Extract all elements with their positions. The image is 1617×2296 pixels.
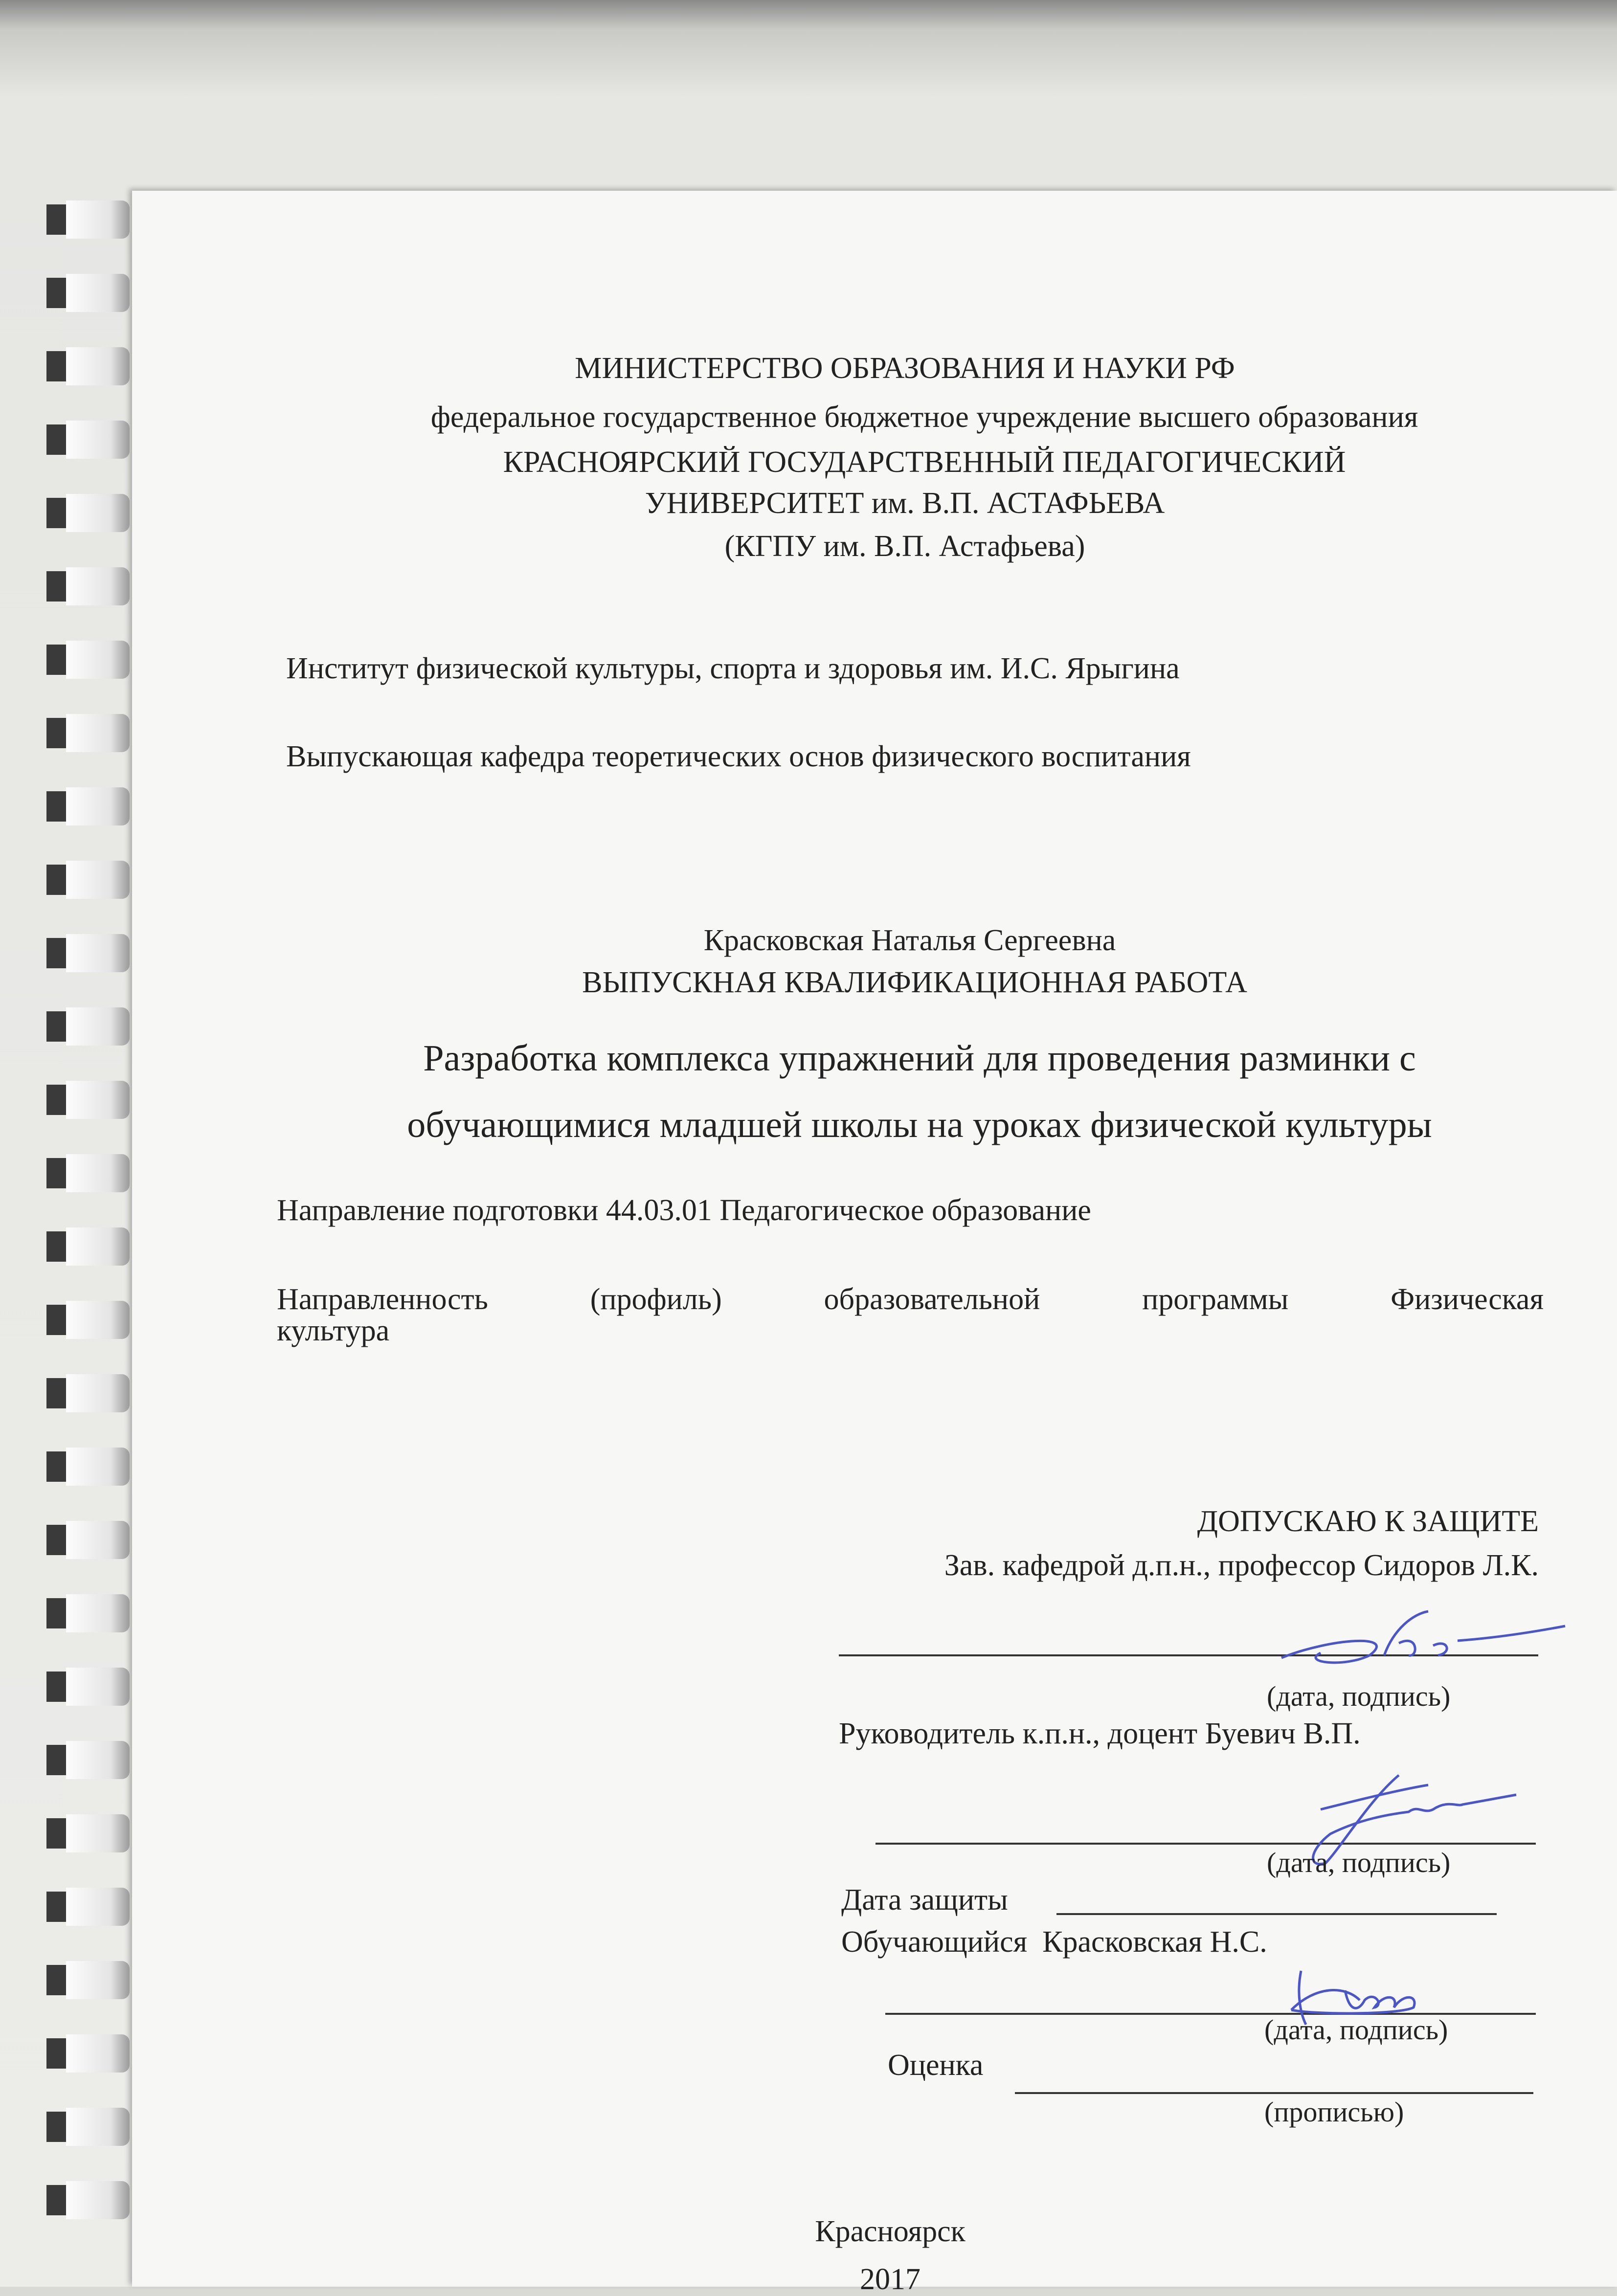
profile-word: (профиль) [590,1283,722,1316]
thesis-title-line2: обучающимися младшей школы на уроках физической культуры [407,1104,1432,1145]
binding-ring [46,274,130,312]
binding-ring [46,201,130,239]
binding-ring [46,2181,130,2219]
binding-ring [46,934,130,972]
profile-continuation: культура [277,1314,390,1347]
author-name: Красковская Наталья Сергеевна [703,924,1116,957]
city: Красноярск [815,2215,966,2248]
grade-caption: (прописью) [1264,2096,1404,2128]
profile-line [277,1284,1544,1315]
university-name-line2: УНИВЕРСИТЕТ им. В.П. АСТАФЬЕВА [645,487,1165,520]
ministry-heading: МИНИСТЕРСТВО ОБРАЗОВАНИЯ И НАУКИ РФ [575,352,1235,385]
profile-word: программы [1142,1283,1289,1316]
binding-ring [46,1448,130,1486]
date-signature-caption: (дата, подпись) [1267,1847,1451,1878]
profile-word: Физическая [1391,1283,1544,1316]
binding-ring [46,2108,130,2146]
binding-ring [46,1007,130,1046]
binding-ring [46,1521,130,1559]
binding-ring [46,1741,130,1779]
signature-head [1272,1609,1565,1677]
year: 2017 [860,2263,921,2296]
binding-ring [46,1888,130,1926]
grade-line [1015,2092,1533,2094]
binding-ring [46,1154,130,1192]
approval-heading: ДОПУСКАЮ К ЗАЩИТЕ [1197,1505,1539,1538]
binding-ring [46,1668,130,1706]
binding-ring [46,1374,130,1412]
university-name-line1: КРАСНОЯРСКИЙ ГОСУДАРСТВЕННЫЙ ПЕДАГОГИЧЕСКИЙ [503,446,1346,479]
binding-ring [46,1301,130,1339]
binding-ring [46,347,130,385]
university-short-name: (КГПУ им. В.П. Астафьева) [724,530,1085,563]
binding-ring [46,1081,130,1119]
binding-ring [46,2034,130,2073]
head-of-department: Зав. кафедрой д.п.н., профессор Сидоров Л.К. [944,1549,1539,1582]
binding-ring [46,1814,130,1852]
study-direction: Направление подготовки 44.03.01 Педагогическое образование [277,1194,1091,1227]
binding-ring [46,1227,130,1266]
student: Обучающийся Красковская Н.С. [841,1925,1267,1959]
binding-ring [46,714,130,752]
defense-date-line [1056,1913,1497,1915]
binding-ring [46,494,130,532]
profile-word: Направленность [277,1283,488,1316]
supervisor: Руководитель к.п.н., доцент Буевич В.П. [839,1717,1361,1750]
institute-name: Институт физической культуры, спорта и здоровья им. И.С. Ярыгина [286,652,1180,685]
profile-word: образовательной [824,1283,1040,1316]
defense-date-label: Дата защиты [841,1883,1008,1917]
date-signature-caption: (дата, подпись) [1264,2014,1448,2046]
binding-ring [46,567,130,605]
institution-type: федеральное государственное бюджетное учреждение высшего образования [430,401,1418,434]
binding-ring [46,421,130,459]
work-type: ВЫПУСКНАЯ КВАЛИФИКАЦИОННАЯ РАБОТА [582,966,1247,999]
thesis-title-line1: Разработка комплекса упражнений для проведения разминки с [423,1038,1416,1079]
grade-label: Оценка [888,2049,984,2082]
department-name: Выпускающая кафедра теоретических основ физического воспитания [286,740,1191,773]
binding-ring [46,787,130,825]
binding-ring [46,861,130,899]
date-signature-caption: (дата, подпись) [1267,1680,1451,1712]
binding-ring [46,641,130,679]
binding-ring [46,1594,130,1632]
binding-ring [46,1961,130,1999]
